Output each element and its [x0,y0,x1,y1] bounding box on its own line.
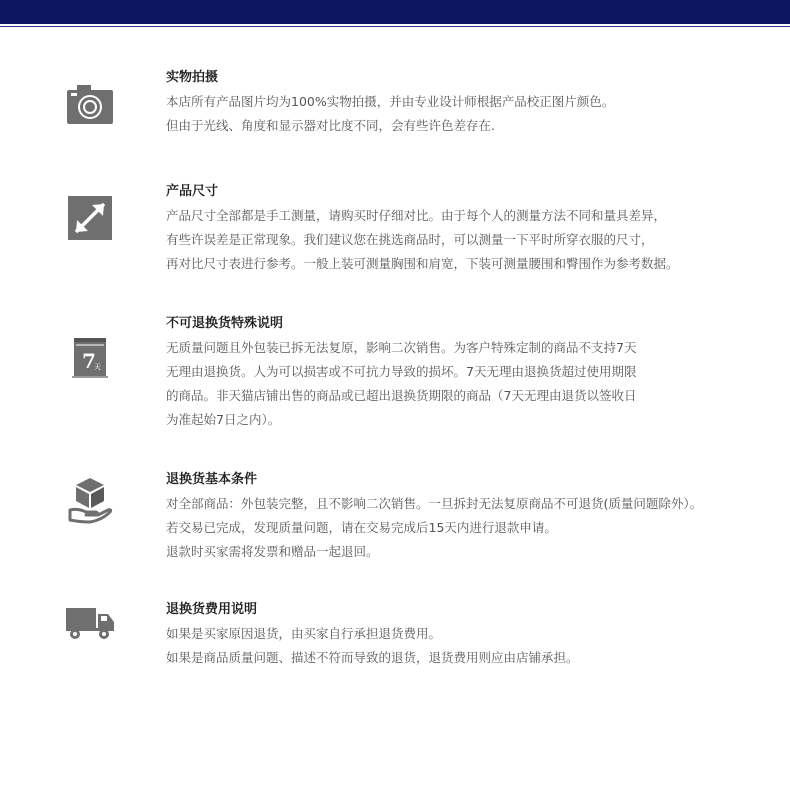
header-bar [0,0,790,24]
section-title: 退换货费用说明 [166,602,258,617]
section-text [166,312,780,432]
section-line: 如果是商品质量问题、描述不符而导致的退货，退货费用则应由店铺承担。 [166,650,579,665]
section-line: 的商品。非天猫店铺出售的商品或已超出退换货期限的商品（7天无理由退货以签收日 [166,388,637,403]
calendar-number: 7 [82,349,96,373]
section-line: 退款时买家需将发票和赠品一起退回。 [166,544,379,559]
box-in-hand-icon [60,470,120,530]
section-text [166,66,780,138]
section-line: 若交易已完成，发现质量问题，请在交易完成后15天内进行退款申请。 [166,520,557,535]
section-line: 如果是买家原因退货，由买家自行承担退货费用。 [166,626,442,641]
calendar-unit: 天 [94,363,101,371]
section-title: 不可退换货特殊说明 [166,316,284,331]
section-line: 再对比尺寸表进行参考。一般上装可测量胸围和肩宽，下装可测量腰围和臀围作为参考数据。 [166,256,679,271]
header-divider [0,26,790,27]
section-title: 实物拍摄 [166,70,219,85]
section-line: 为准起始7日之内）。 [166,412,281,427]
section-line: 但由于光线、角度和显示器对比度不同，会有些许色差存在. [166,118,495,133]
section-text [166,468,780,564]
section-line: 本店所有产品图片均为100%实物拍摄，并由专业设计师根据产品校正图片颜色。 [166,94,615,109]
section-line: 有些许误差是正常现象。我们建议您在挑选商品时，可以测量一下平时所穿衣服的尺寸， [166,232,654,247]
camera-icon [60,76,120,136]
calendar-7-days-icon [60,328,120,388]
section-title: 产品尺寸 [166,184,219,199]
section-line: 对全部商品：外包装完整，且不影响二次销售。一旦拆封无法复原商品不可退货(质量问题除外）。 [166,496,703,511]
section-line: 产品尺寸全部都是手工测量，请购买时仔细对比。由于每个人的测量方法不同和量具差异， [166,208,667,223]
section-text [166,180,780,276]
section-line: 无理由退换货。人为可以损害或不可抗力导致的损坏。7天无理由退换货超过使用期限 [166,364,637,379]
section-line: 无质量问题且外包装已拆无法复原，影响二次销售。为客户特殊定制的商品不支持7天 [166,340,637,355]
resize-arrow-icon [60,188,120,248]
section-title: 退换货基本条件 [166,472,258,487]
delivery-truck-icon [60,592,120,652]
section-text [166,598,780,670]
